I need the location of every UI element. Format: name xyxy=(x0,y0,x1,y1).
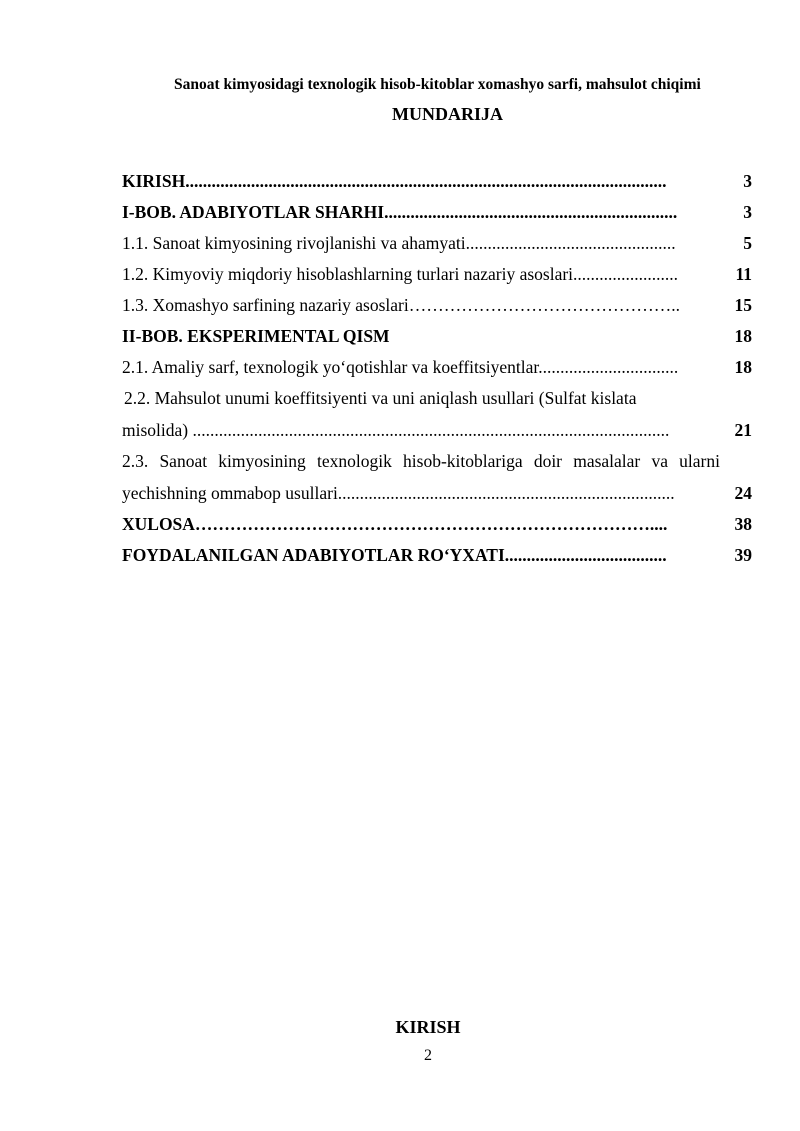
toc-entry-text-line2: yechishning ommabop usullari............................................................................. xyxy=(122,483,675,503)
toc-heading: MUNDARIJA xyxy=(392,104,503,124)
toc-entry-2-3[interactable] xyxy=(122,450,754,513)
toc-entry-2-2[interactable] xyxy=(122,387,754,450)
toc-page-number: 18 xyxy=(734,357,752,377)
toc-page-number: 24 xyxy=(734,483,752,503)
toc-entry-text-line1: 2.3. Sanoat kimyosining texnologik hisob-kitoblariga doir masalalar va ularni xyxy=(122,451,720,471)
toc-entry-text: FOYDALANILGAN ADABIYOTLAR RO‘YXATI..................................... xyxy=(122,545,667,565)
document-title: Sanoat kimyosidagi texnologik hisob-kitoblar xomashyo sarfi, mahsulot chiqimi xyxy=(174,76,701,93)
toc-entry-text: 1.1. Sanoat kimyosining rivojlanishi va ahamyati................................................ xyxy=(122,233,676,253)
toc-page-number: 3 xyxy=(743,171,752,191)
toc-page-number: 38 xyxy=(734,514,752,534)
toc-entry-chapter-2[interactable] xyxy=(122,325,754,356)
toc-entry-text: XULOSA…………………………………………………………………….... xyxy=(122,514,668,534)
toc-entry-text: KIRISH.............................................................................................................. xyxy=(122,171,667,191)
toc-page-number: 11 xyxy=(735,264,752,284)
toc-entry-references[interactable] xyxy=(122,544,754,575)
toc-entry-text-line2: misolida) ............................................................................................................. xyxy=(122,420,670,440)
toc-entry-text-line1: 2.2. Mahsulot unumi koeffitsiyenti va uni aniqlash usullari (Sulfat kislata xyxy=(124,388,637,408)
toc-entry-text: II-BOB. EKSPERIMENTAL QISM xyxy=(122,326,390,346)
toc-entry-chapter-1[interactable] xyxy=(122,201,754,232)
toc-page-number: 15 xyxy=(734,295,752,315)
toc-page-number: 21 xyxy=(734,420,752,440)
toc-entry-2-1[interactable] xyxy=(122,356,754,387)
toc-entry-text: 1.3. Xomashyo sarfining nazariy asoslari……………………………………….. xyxy=(122,295,680,315)
toc-entry-text: 2.1. Amaliy sarf, texnologik yo‘qotishlar va koeffitsiyentlar................................ xyxy=(122,357,679,377)
toc-page-number: 18 xyxy=(734,326,752,346)
toc-entry-1-3[interactable] xyxy=(122,294,754,325)
toc-page-number: 3 xyxy=(743,202,752,222)
toc-entry-xulosa[interactable] xyxy=(122,513,754,544)
next-section-heading: KIRISH xyxy=(395,1017,461,1037)
table-of-contents xyxy=(122,170,754,575)
toc-page-number: 5 xyxy=(743,233,752,253)
toc-entry-1-2[interactable] xyxy=(122,263,754,294)
toc-entry-text: 1.2. Kimyoviy miqdoriy hisoblashlarning turlari nazariy asoslari........................ xyxy=(122,264,679,284)
toc-entry-text: I-BOB. ADABIYOTLAR SHARHI................................................................... xyxy=(122,202,678,222)
toc-entry-kirish[interactable] xyxy=(122,170,754,201)
toc-entry-1-1[interactable] xyxy=(122,232,754,263)
toc-page-number: 39 xyxy=(734,545,752,565)
page-number: 2 xyxy=(424,1047,432,1064)
